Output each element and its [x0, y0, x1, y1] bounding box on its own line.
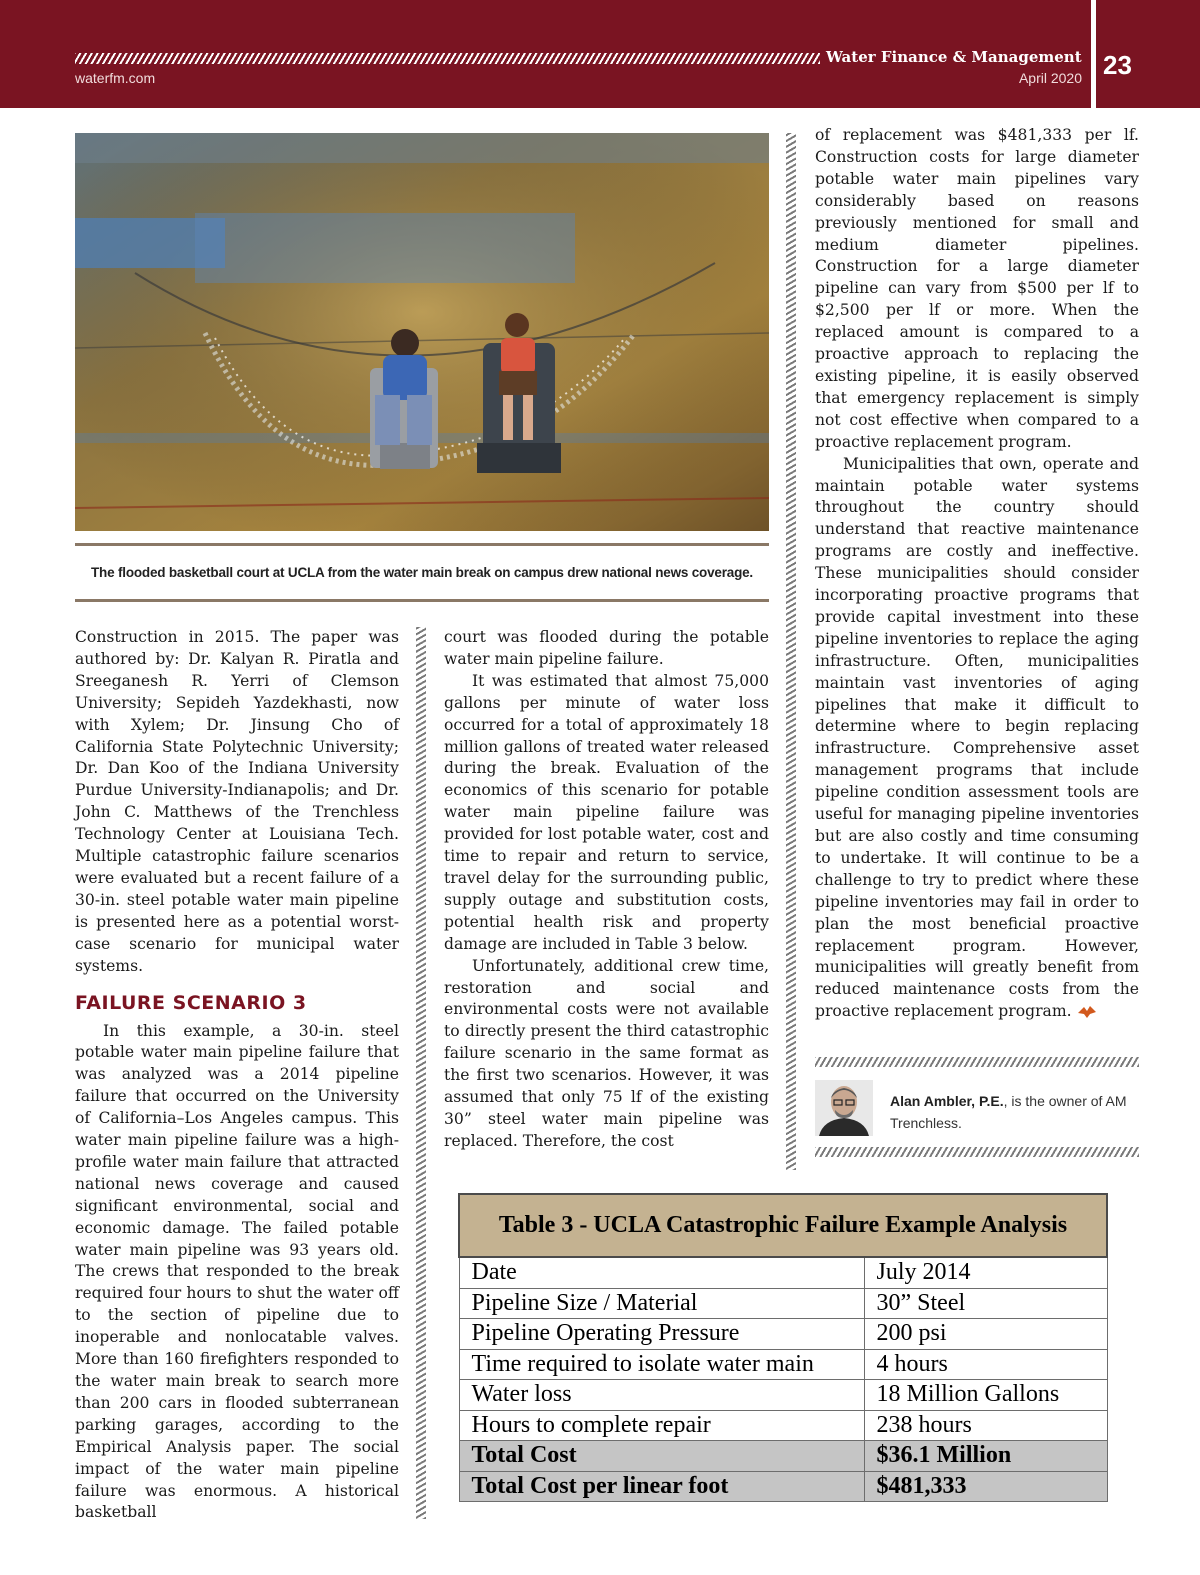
table-label: Water loss	[459, 1380, 864, 1411]
article-column-3	[815, 125, 1139, 1023]
article-paragraph-text: Municipalities that own, operate and maintain potable water systems throughout the country should understand that reactive maintenance programs are costly and ineffective. These municipalities should consider incorporating proactive programs that provide capital investment into these pipeline inventories to replace the aging infrastructure. Often, municipalities maintain vast inventories of aging pipelines that make it difficult to determine where to begin replacing infrastructure. Comprehensive asset management programs that include pipeline condition assessment tools are useful for managing pipeline inventories but are also costly and time consuming to undertake. It will continue to be a challenge to try to predict where these pipeline inventories may fail in order to plan the most beneficial proactive replacement program. However, municipalities will greatly benefit from reduced maintenance costs from the proactive replacement program.	[815, 454, 1139, 1021]
header-hatch-rule	[75, 53, 820, 64]
flooded-court-illustration	[75, 133, 769, 531]
table-title: Table 3 - UCLA Catastrophic Failure Example Analysis	[459, 1194, 1107, 1257]
article-paragraph: court was flooded during the potable water main pipeline failure.	[444, 628, 769, 668]
column-divider-hatch	[786, 133, 796, 1170]
site-url[interactable]: waterfm.com	[75, 70, 156, 86]
table-row	[459, 1319, 1107, 1350]
table-value: 238 hours	[864, 1410, 1107, 1441]
article-paragraph	[815, 454, 1139, 1024]
table-label: Date	[459, 1257, 864, 1288]
page-number: 23	[1103, 50, 1132, 80]
table-value: 18 Million Gallons	[864, 1380, 1107, 1411]
table-value: July 2014	[864, 1257, 1107, 1288]
caption-rule-bottom	[75, 599, 769, 602]
table-label: Hours to complete repair	[459, 1410, 864, 1441]
table-row	[459, 1410, 1107, 1441]
author-bio-text: , is the owner of AM Trenchless.	[890, 1093, 1127, 1131]
table-row	[459, 1288, 1107, 1319]
article-column-2	[444, 627, 769, 1153]
article-column-1	[75, 627, 399, 1524]
table-value: $481,333	[864, 1471, 1107, 1502]
table-value: 4 hours	[864, 1349, 1107, 1380]
table-total-row	[459, 1441, 1107, 1472]
article-paragraph: Unfortunately, additional crew time, restoration and social and environmental costs were not available to directly present the third catastrophic failure scenario in the same format as the first two scenarios. However, it was assumed that only 75 lf of the existing 30” steel water main pipeline was replaced. Therefore, the cost	[444, 956, 769, 1150]
end-mark-icon	[1076, 1005, 1098, 1019]
table-value: 30” Steel	[864, 1288, 1107, 1319]
author-portrait-icon	[815, 1080, 873, 1136]
table-total-row	[459, 1471, 1107, 1502]
article-paragraph: Construction in 2015. The paper was authored by: Dr. Kalyan R. Piratla and Sreeganesh R. Yerri of Clemson University; Sepideh Yazdekhasti, now with Xylem; Dr. Jinsung Cho of California State Polytechnic University; Dr. Dan Koo of the Indiana University Purdue University-Indianapolis; and Dr. John C. Matthews of the Trenchless Technology Center at Louisiana Tech. Multiple catastrophic failure scenarios were evaluated but a recent failure of a 30-in. steel potable water main pipeline is presented here as a potential worst-case scenario for municipal water systems.	[75, 628, 399, 975]
column-divider-hatch	[416, 627, 426, 1519]
issue-date: April 2020	[1018, 70, 1082, 86]
article-paragraph: It was estimated that almost 75,000 gallons per minute of water loss occurred for a total of approximately 18 million gallons of treated water released during the break. Evaluation of the economics of this scenario for potable water main pipeline failure was provided for lost potable water, cost and time to repair and return to service, travel delay for the surrounding public, supply outage and substitution costs, potential health risk and property damage are included in Table 3 below.	[444, 671, 769, 953]
flooded-court-photo	[75, 133, 769, 531]
table-row	[459, 1380, 1107, 1411]
header-divider	[1091, 0, 1096, 108]
table-row	[459, 1257, 1107, 1288]
page-header	[0, 0, 1200, 108]
photo-caption: The flooded basketball court at UCLA from the water main break on campus drew national news coverage.	[91, 565, 753, 580]
table-value: 200 psi	[864, 1319, 1107, 1350]
author-hatch-top	[815, 1057, 1139, 1067]
table-3	[458, 1193, 1108, 1502]
table-label: Pipeline Operating Pressure	[459, 1319, 864, 1350]
article-paragraph: of replacement was $481,333 per lf. Construction costs for large diameter potable water main pipelines vary considerably based on reasons previously mentioned for small and medium diameter pipelines. Construction for a large diameter pipeline can vary from $500 per lf to $2,500 per lf or more. When the replaced amount is compared to a proactive approach to replacing the existing pipeline, it is easily observed that emergency replacement is simply not cost effective when compared to a proactive replacement program.	[815, 126, 1139, 451]
table-label: Time required to isolate water main	[459, 1349, 864, 1380]
author-photo	[815, 1080, 873, 1136]
author-hatch-bottom	[815, 1147, 1139, 1157]
table-row	[459, 1349, 1107, 1380]
table-value: $36.1 Million	[864, 1441, 1107, 1472]
magazine-title: Water Finance & Management	[826, 48, 1082, 66]
author-name: Alan Ambler, P.E.	[890, 1093, 1004, 1109]
section-heading: FAILURE SCENARIO 3	[75, 991, 307, 1014]
table-label: Total Cost	[459, 1441, 864, 1472]
author-bio	[890, 1090, 1140, 1134]
ucla-failure-table	[458, 1193, 1108, 1502]
table-label: Total Cost per linear foot	[459, 1471, 864, 1502]
table-label: Pipeline Size / Material	[459, 1288, 864, 1319]
caption-rule-top	[75, 543, 769, 546]
article-paragraph: In this example, a 30-in. steel potable water main pipeline failure that was analyzed was a 2014 pipeline failure that occurred on the University of California–Los Angeles campus. This water main pipeline failure was a high-profile water main failure that attracted national news coverage and caused significant environmental, social and economic damage. The failed potable water main pipeline was 93 years old. The crews that responded to the break required four hours to shut the water off to the section of pipeline due to inoperable and nonlocatable valves. More than 160 firefighters responded to the water main break to search more than 200 cars in flooded subterranean parking garages, according to the Empirical Analysis paper. The social impact of the water main pipeline failure was enormous. A historical basketball	[75, 1021, 399, 1522]
